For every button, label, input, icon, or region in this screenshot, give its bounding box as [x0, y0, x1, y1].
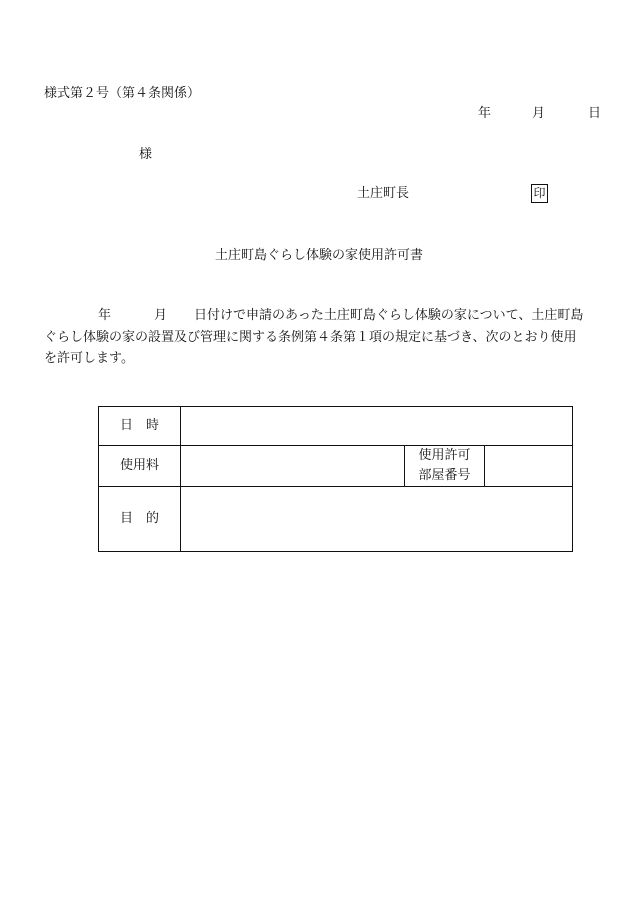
body-line-1-text: 日付けで申請のあった土庄町島ぐらし体験の家について、土庄町島 [194, 308, 584, 323]
permit-table [98, 406, 573, 552]
body-month-label: 月 [154, 308, 168, 323]
date-day-label: 日 [588, 106, 602, 121]
form-number-label: 様式第２号（第４条関係） [44, 86, 201, 101]
table-row-purpose [99, 487, 573, 552]
recipient-suffix: 様 [139, 147, 153, 162]
fee-label: 使用料 [99, 446, 181, 487]
document-title: 土庄町島ぐらし体験の家使用許可書 [215, 248, 424, 263]
room-label-line-1: 使用許可 [418, 448, 471, 463]
table-row-fee [99, 446, 573, 487]
issuer-title: 土庄町長 [357, 186, 410, 201]
body-year-label: 年 [98, 308, 112, 323]
body-line-2: ぐらし体験の家の設置及び管理に関する条例第４条第１項の規定に基づき、次のとおり使用 [44, 330, 577, 345]
fee-value-cell[interactable] [181, 446, 405, 487]
purpose-value-cell[interactable] [181, 487, 573, 552]
purpose-label: 目 的 [99, 487, 181, 552]
room-number-label [405, 446, 485, 487]
room-label-line-2: 部屋番号 [418, 468, 471, 483]
date-month-label: 月 [532, 106, 546, 121]
body-line-3: を許可します。 [44, 351, 134, 366]
seal-mark: 印 [531, 184, 548, 203]
datetime-value-cell[interactable] [181, 407, 573, 446]
datetime-label: 日 時 [99, 407, 181, 446]
room-number-value-cell[interactable] [485, 446, 573, 487]
date-year-label: 年 [478, 106, 492, 121]
table-row-datetime [99, 407, 573, 446]
